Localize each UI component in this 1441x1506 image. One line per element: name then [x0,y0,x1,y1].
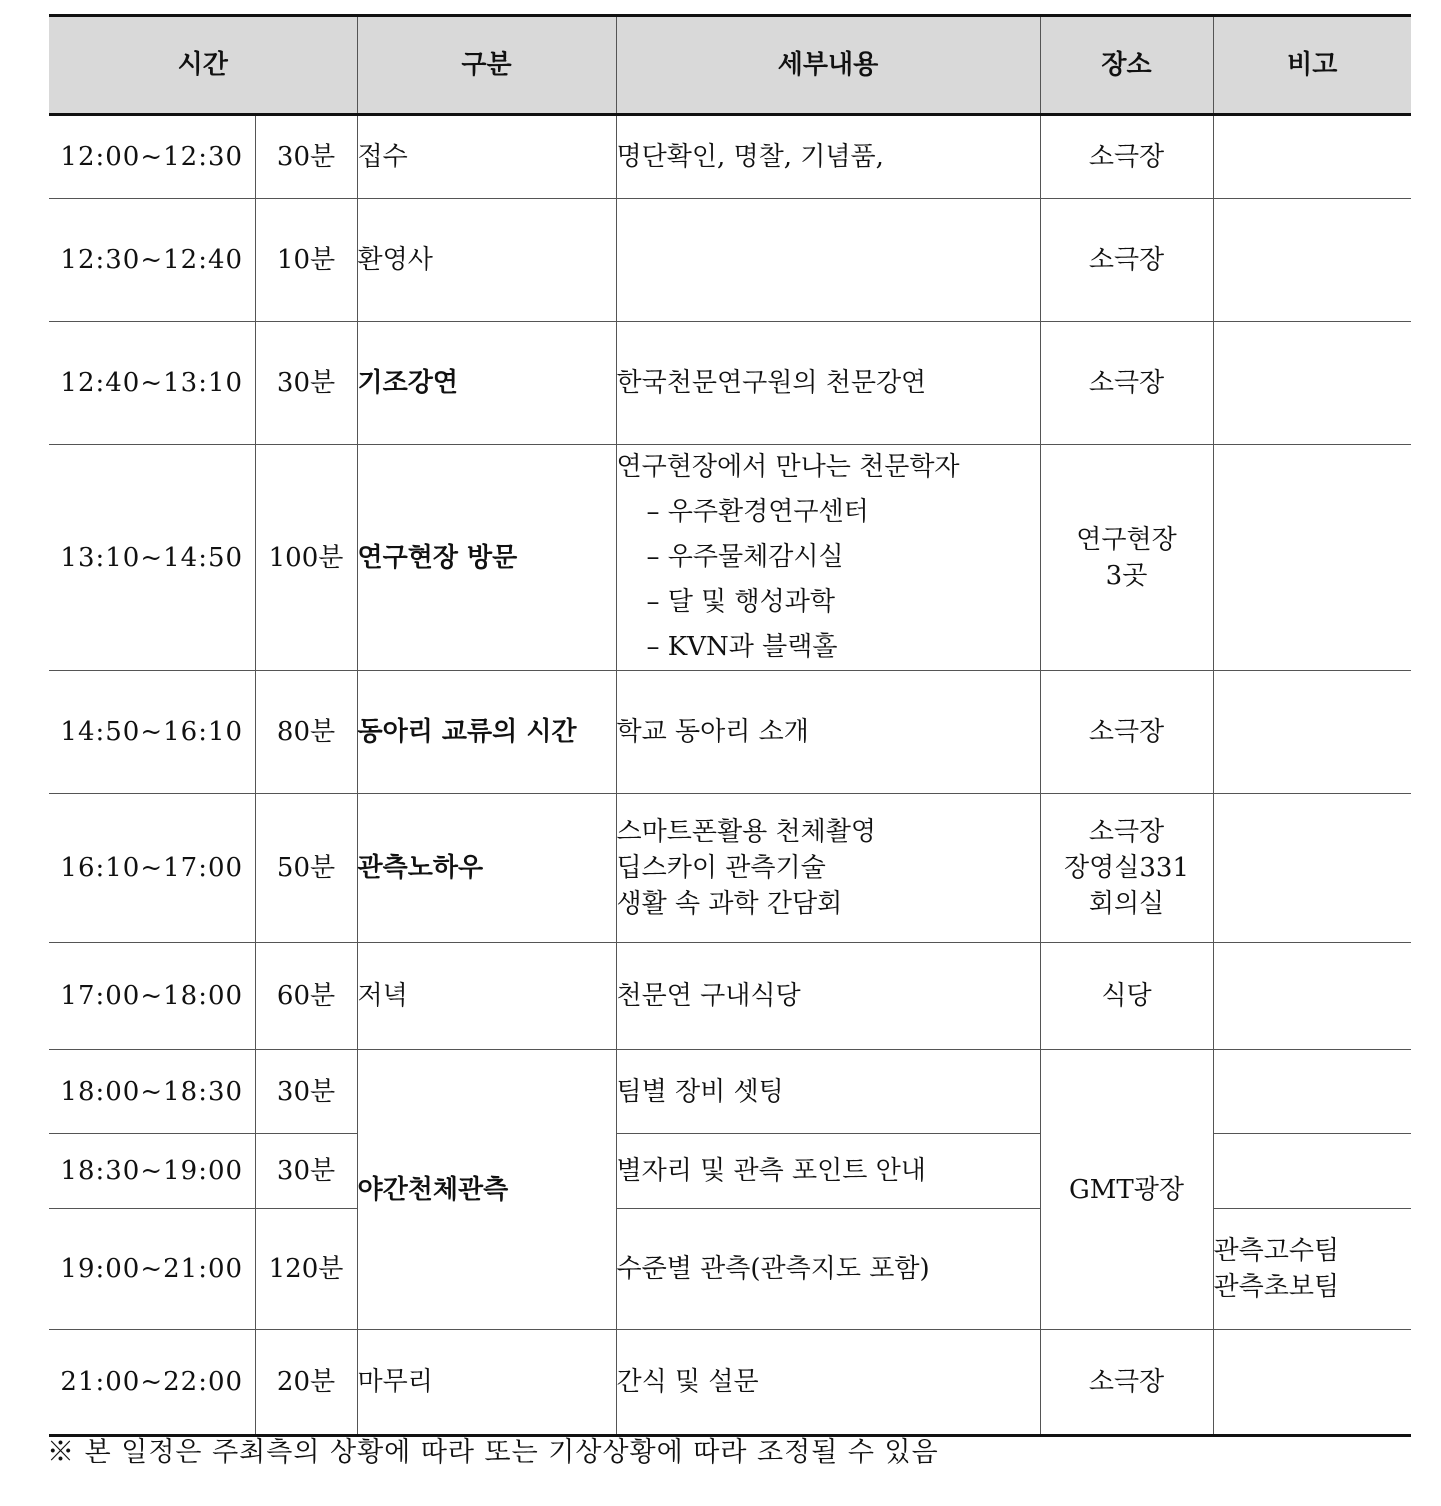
place-cell: 소극장 [1040,671,1213,794]
category-cell: 동아리 교류의 시간 [357,671,616,794]
header-note: 비고 [1213,16,1411,115]
note-cell [1213,199,1411,322]
place-cell [1040,445,1213,671]
time-cell: 13:10~14:50 [49,445,255,671]
detail-cell [616,199,1040,322]
table-row [49,671,1411,794]
detail-line: 딥스카이 관측기술 [616,853,826,883]
duration-cell: 60분 [255,943,357,1050]
detail-line: – 우주환경연구센터 [646,497,869,527]
night-place-cell: GMT광장 [1040,1050,1213,1330]
detail-line: – KVN과 블랙홀 [646,632,838,662]
duration-cell: 10분 [255,199,357,322]
place-line: 소극장 [1088,817,1165,847]
header-row [49,16,1411,115]
category-cell: 마무리 [357,1330,616,1436]
time-cell: 14:50~16:10 [49,671,255,794]
note-cell [1213,671,1411,794]
table-row [49,322,1411,445]
category-cell: 기조강연 [357,322,616,445]
table-row [49,943,1411,1050]
category-cell: 저녁 [357,943,616,1050]
time-cell: 12:30~12:40 [49,199,255,322]
note-cell [1213,445,1411,671]
time-cell: 17:00~18:00 [49,943,255,1050]
duration-cell: 20분 [255,1330,357,1436]
place-cell [1040,794,1213,943]
note-line: 관측고수팀 [1213,1236,1340,1266]
detail-line: – 달 및 행성과학 [646,587,836,617]
duration-cell: 30분 [255,1050,357,1134]
place-line: 장영실331 [1064,853,1189,883]
place-line: 연구현장 [1076,524,1177,555]
duration-cell: 30분 [255,1134,357,1209]
time-cell: 12:00~12:30 [49,115,255,199]
note-cell [1213,794,1411,943]
time-cell: 16:10~17:00 [49,794,255,943]
category-cell: 접수 [357,115,616,199]
place-cell: 소극장 [1040,115,1213,199]
schedule-table [49,14,1411,1437]
duration-cell: 80분 [255,671,357,794]
place-cell: 소극장 [1040,322,1213,445]
place-line: 회의실 [1088,889,1165,919]
note-cell [1213,1134,1411,1209]
detail-line: – 우주물체감시실 [646,542,844,572]
time-cell: 12:40~13:10 [49,322,255,445]
footnote: ※ 본 일정은 주최측의 상황에 따라 또는 기상상황에 따라 조정될 수 있음 [47,1437,939,1468]
note-line: 관측초보팀 [1213,1272,1340,1302]
table-row [49,115,1411,199]
time-cell: 21:00~22:00 [49,1330,255,1436]
table-row [49,199,1411,322]
place-cell: 식당 [1040,943,1213,1050]
place-cell: 소극장 [1040,199,1213,322]
table-row [49,794,1411,943]
duration-cell: 100분 [255,445,357,671]
table-row [49,1050,1411,1134]
header-place: 장소 [1040,16,1213,115]
detail-cell: 별자리 및 관측 포인트 안내 [616,1134,1040,1209]
detail-line: 생활 속 과학 간담회 [616,889,843,919]
category-cell: 연구현장 방문 [357,445,616,671]
time-cell: 19:00~21:00 [49,1209,255,1330]
detail-cell [616,445,1040,671]
note-cell [1213,1050,1411,1134]
category-cell: 환영사 [357,199,616,322]
header-time: 시간 [49,16,357,115]
note-cell [1213,322,1411,445]
place-line: 3곳 [1105,560,1148,591]
detail-cell: 수준별 관측(관측지도 포함) [616,1209,1040,1330]
note-cell [1213,1330,1411,1436]
detail-cell: 팀별 장비 셋팅 [616,1050,1040,1134]
detail-cell: 한국천문연구원의 천문강연 [616,322,1040,445]
detail-cell [616,794,1040,943]
duration-cell: 120분 [255,1209,357,1330]
detail-cell: 천문연 구내식당 [616,943,1040,1050]
table-row [49,445,1411,671]
header-category: 구분 [357,16,616,115]
detail-cell: 명단확인, 명찰, 기념품, [616,115,1040,199]
duration-cell: 30분 [255,322,357,445]
place-cell: 소극장 [1040,1330,1213,1436]
table-row [49,1330,1411,1436]
note-cell [1213,1209,1411,1330]
time-cell: 18:00~18:30 [49,1050,255,1134]
detail-cell: 학교 동아리 소개 [616,671,1040,794]
night-category-cell: 야간천체관측 [357,1050,616,1330]
note-cell [1213,115,1411,199]
detail-cell: 간식 및 설문 [616,1330,1040,1436]
duration-cell: 50분 [255,794,357,943]
detail-line: 연구현장에서 만나는 천문학자 [616,452,960,482]
time-cell: 18:30~19:00 [49,1134,255,1209]
header-detail: 세부내용 [616,16,1040,115]
duration-cell: 30분 [255,115,357,199]
note-cell [1213,943,1411,1050]
detail-line: 스마트폰활용 천체촬영 [616,817,876,847]
category-cell: 관측노하우 [357,794,616,943]
